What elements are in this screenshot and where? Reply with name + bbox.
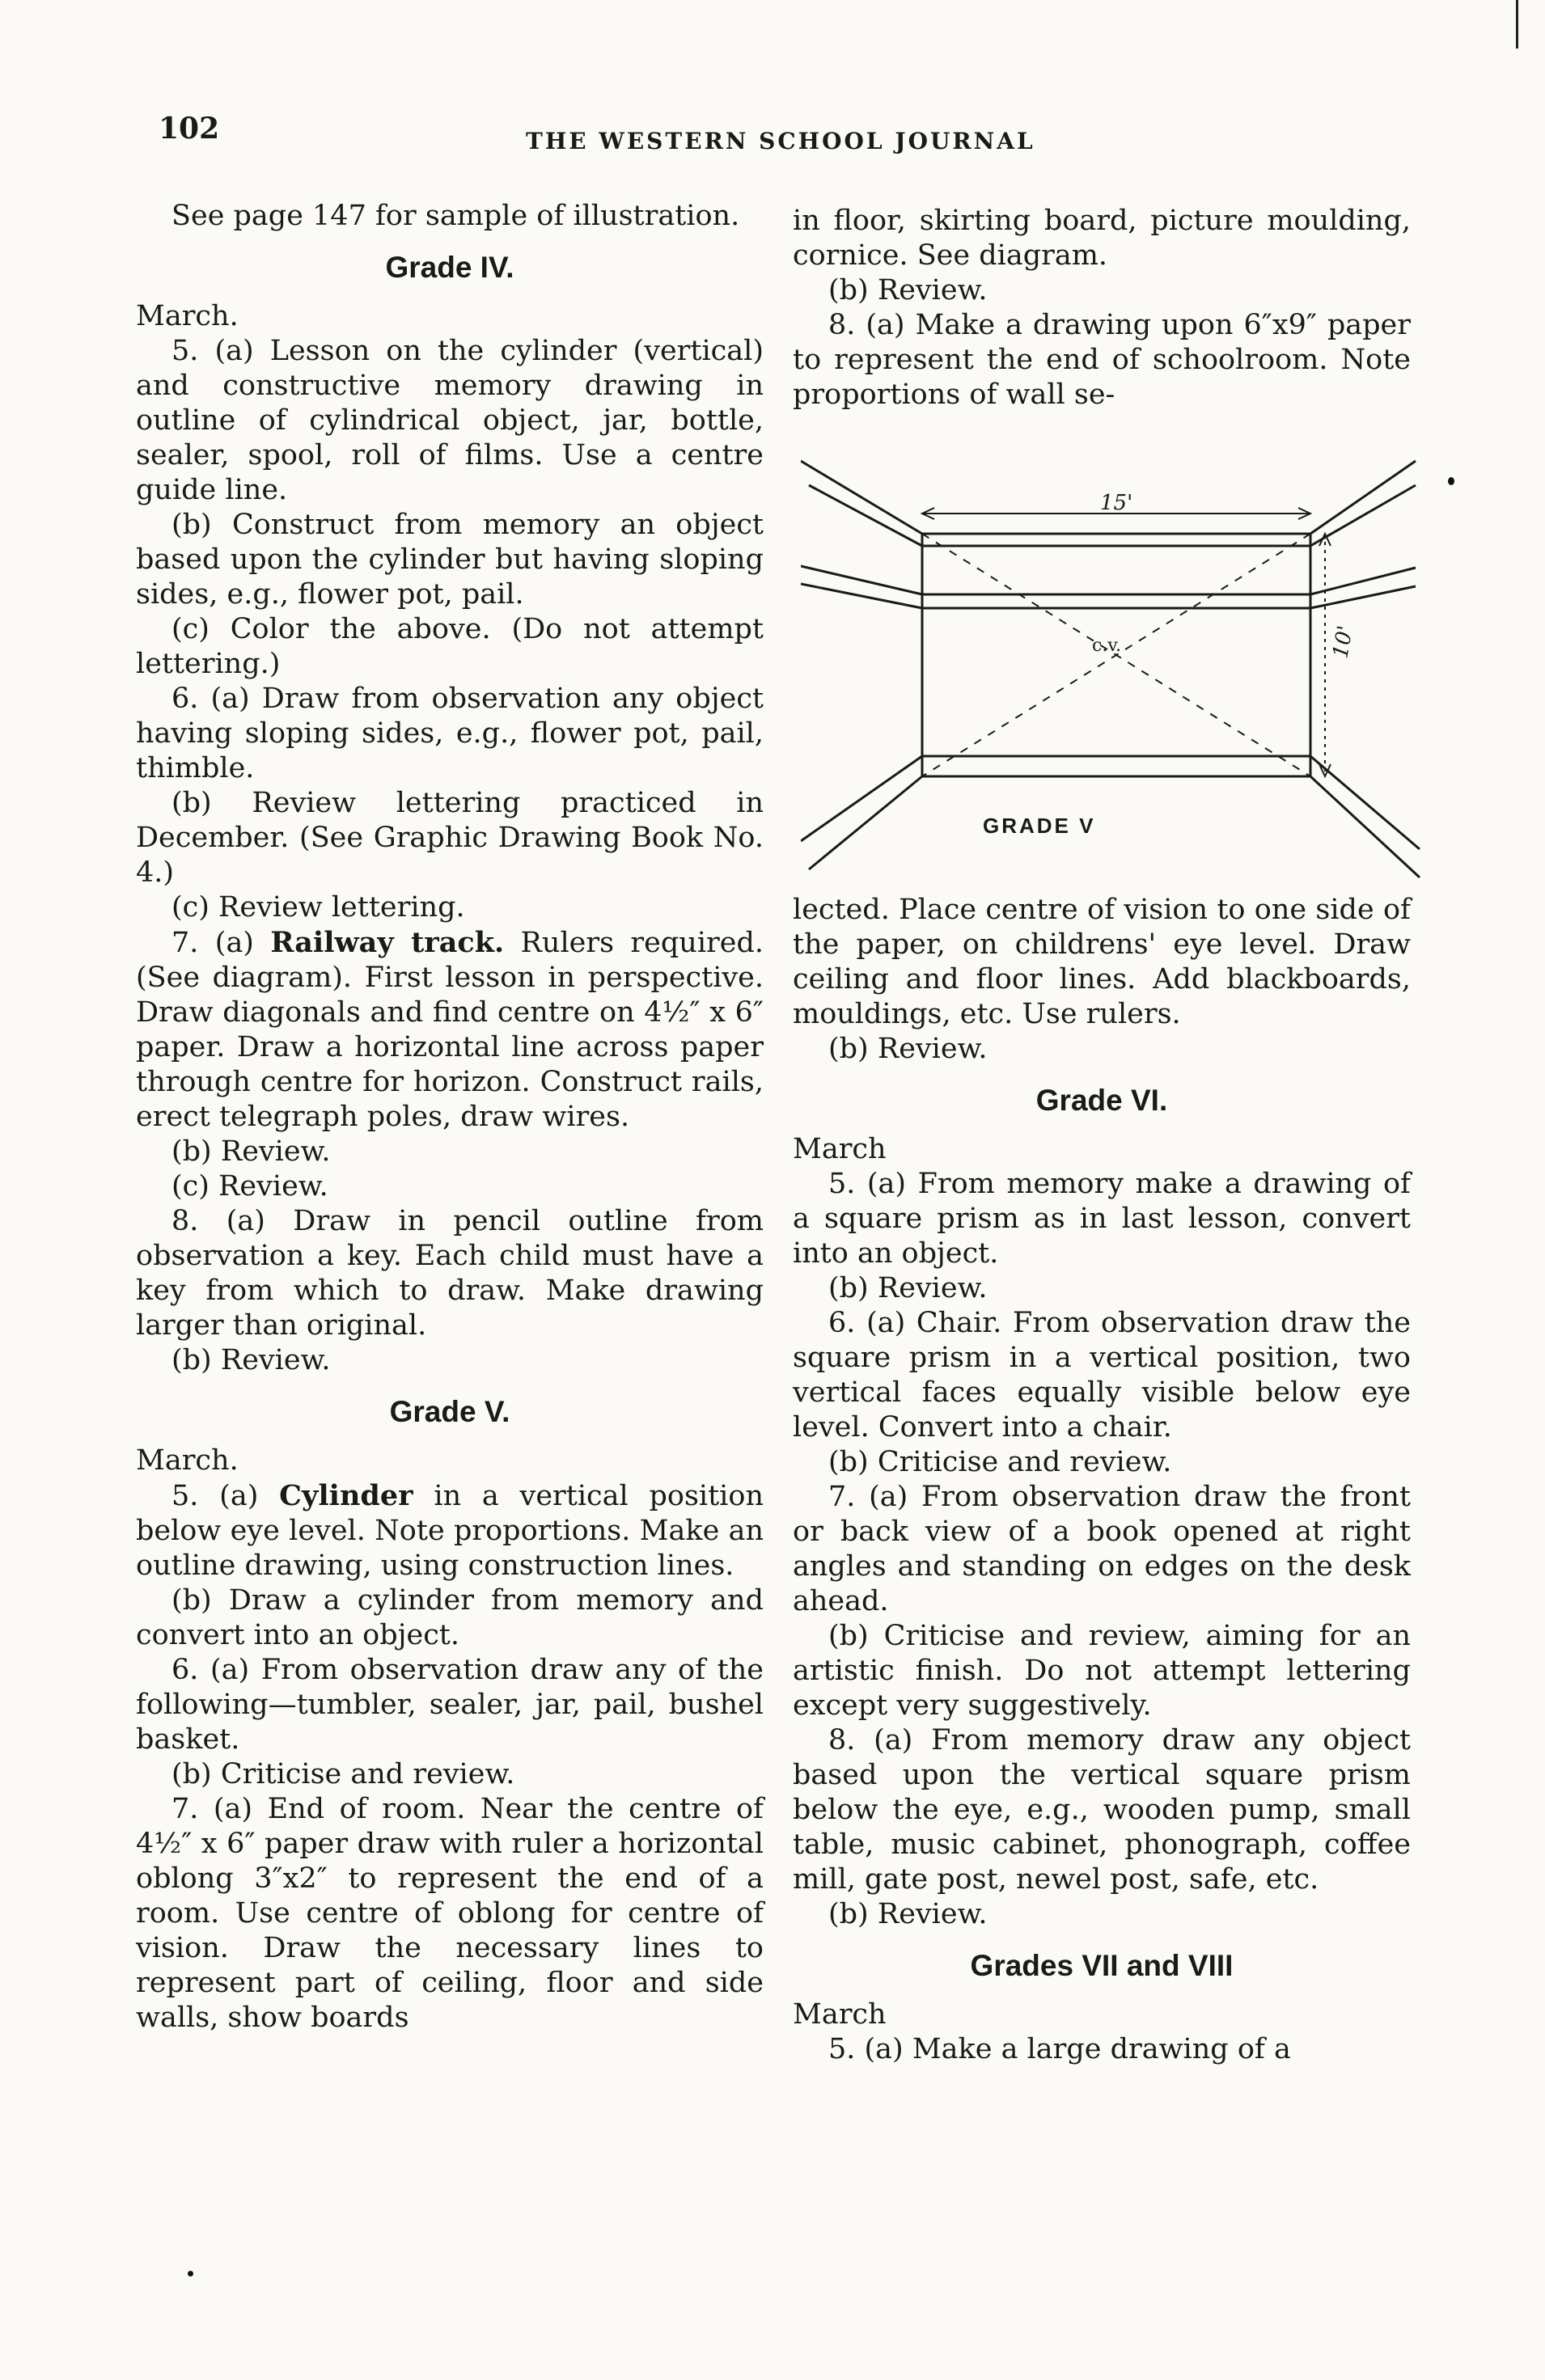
grade-v-item-7a: 7. (a) End of room. Near the centre of 4½″ x 6″ paper draw with ruler a horizontal oblong 3″x2″ to represent the end of a room. Use centre of oblong for centre of vision. Draw the necessary lines to represent part of ceiling, floor and side walls, show boards: [136, 1793, 764, 2034]
grades-vii-viii-item-5a: 5. (a) Make a large drawing of a: [828, 2033, 1291, 2065]
skirting-right: [1310, 756, 1420, 849]
grade-v-item-8a-continued: lected. Place centre of vision to one side of the paper, on childrens' eye level. Draw ceiling and floor lines. Add blackboards, mouldings, etc. Use rulers.: [793, 894, 1411, 1030]
grade-v-item-5a: [136, 1478, 764, 1583]
grade-iv-item-6b: (b) Review lettering practiced in December. (See Graphic Drawing Book No. 4.): [136, 787, 764, 889]
grade-iv-item-7a-text: Rulers required. (See diagram). First lesson in perspective. Draw diagonals and find centre on 4½″ x 6″ paper. Draw a horizontal line across paper through centre for horizon. Construct rails, erect telegraph poles, draw wires.: [136, 927, 764, 1133]
right-column-bottom: [793, 893, 1411, 2067]
grade-iv-item-7a: [136, 925, 764, 1135]
grade-iv-item-8b: (b) Review.: [171, 1344, 331, 1376]
grades-vii-viii-heading: Grades VII and VIII: [970, 1949, 1234, 1982]
grade-iv-item-7b: (b) Review.: [171, 1135, 331, 1168]
railway-track-term: Railway track.: [270, 926, 505, 959]
grade-v-item-5a-text: in a vertical position below eye level. Note proportions. Make an outline drawing, using construction lines.: [136, 1480, 764, 1582]
grade-vi-month: March: [793, 1133, 887, 1165]
ceiling-line-right: [1310, 461, 1416, 534]
grade-v-item-5b: (b) Draw a cylinder from memory and convert into an object.: [136, 1584, 764, 1651]
grades-vii-viii-month: March: [793, 1998, 887, 2031]
grade-v-item-5a-number: 5. (a): [171, 1480, 280, 1512]
moulding-left-1: [801, 566, 922, 594]
left-column: [136, 199, 764, 2035]
grade-v-item-7a-continued: in floor, skirting board, picture moulding, cornice. See diagram.: [793, 205, 1411, 272]
centre-of-vision-label: c.v.: [1092, 636, 1122, 656]
grade-vi-item-6b: (b) Criticise and review.: [828, 1446, 1172, 1478]
grade-v-item-6a: 6. (a) From observation draw any of the following—tumbler, sealer, jar, pail, bushel basket.: [136, 1654, 764, 1756]
skirting-left: [801, 756, 922, 841]
grade-v-item-8b: (b) Review.: [828, 1033, 988, 1065]
diagram-caption: GRADE V: [983, 814, 1096, 838]
grade-v-item-6b: (b) Criticise and review.: [171, 1758, 515, 1790]
grade-iv-item-7a-number: 7. (a): [171, 927, 271, 959]
floor-line-right: [1310, 776, 1420, 877]
grade-v-item-7b: (b) Review.: [828, 274, 988, 306]
grade-v-heading: Grade V.: [389, 1395, 510, 1428]
grade-vi-item-7a: 7. (a) From observation draw the front or back view of a book opened at right angles and standing on edges on the desk ahead.: [793, 1481, 1411, 1617]
scan-edge-mark: [1516, 0, 1518, 49]
grade-iv-item-5b: (b) Construct from memory an object based upon the cylinder but having sloping sides, e.g., flower pot, pail.: [136, 509, 764, 611]
right-column-top: [793, 204, 1411, 412]
ceiling-line-left: [801, 461, 922, 534]
grade-iv-heading: Grade IV.: [385, 251, 514, 284]
grade-v-month: March.: [136, 1444, 239, 1477]
grade-iv-item-5a: 5. (a) Lesson on the cylinder (vertical) and constructive memory drawing in outline of cylindrical object, jar, bottle, sealer, spool, roll of films. Use a centre guide line.: [136, 335, 764, 506]
scan-speck: [188, 2271, 193, 2276]
cornice-line-left: [809, 485, 922, 546]
grade-iv-item-8a: 8. (a) Draw in pencil outline from observation a key. Each child must have a key from which to draw. Make drawing larger than original.: [136, 1205, 764, 1342]
grade-vi-item-8a: 8. (a) From memory draw any object based upon the vertical square prism below the eye, e.g., wooden pump, small table, music cabinet, phonograph, coffee mill, gate post, newel post, safe, etc.: [793, 1724, 1411, 1896]
grade-vi-item-7b: (b) Criticise and review, aiming for an artistic finish. Do not attempt lettering except very suggestively.: [793, 1620, 1411, 1722]
grade-vi-item-6a: 6. (a) Chair. From observation draw the square prism in a vertical position, two vertical faces equally visible below eye level. Convert into a chair.: [793, 1307, 1411, 1444]
cylinder-term: Cylinder: [279, 1479, 413, 1512]
grade-vi-heading: Grade VI.: [1035, 1084, 1168, 1117]
grade-vi-item-5b: (b) Review.: [828, 1272, 988, 1304]
grade-iv-item-6a: 6. (a) Draw from observation any object having sloping sides, e.g., flower pot, pail, thimble.: [136, 683, 764, 784]
running-head: THE WESTERN SCHOOL JOURNAL: [526, 128, 1035, 154]
moulding-left-2: [801, 584, 922, 608]
intro-paragraph: See page 147 for sample of illustration.: [171, 200, 740, 232]
page-number: 102: [159, 112, 220, 146]
height-label: 10': [1328, 624, 1358, 661]
scan-speck: [1448, 477, 1454, 485]
grade-v-item-8a: 8. (a) Make a drawing upon 6″x9″ paper to represent the end of schoolroom. Note proportions of wall se-: [793, 309, 1411, 411]
room-perspective-diagram: [801, 453, 1424, 881]
grade-iv-item-5c: (c) Color the above. (Do not attempt lettering.): [136, 613, 764, 680]
grade-vi-item-8b: (b) Review.: [828, 1898, 988, 1930]
grade-vi-item-5a: 5. (a) From memory make a drawing of a square prism as in last lesson, convert into an object.: [793, 1168, 1411, 1270]
grade-iv-item-6c: (c) Review lettering.: [171, 891, 465, 924]
grade-iv-month: March.: [136, 300, 239, 332]
width-label: 15': [1100, 491, 1133, 515]
grade-iv-item-7c: (c) Review.: [171, 1170, 328, 1203]
